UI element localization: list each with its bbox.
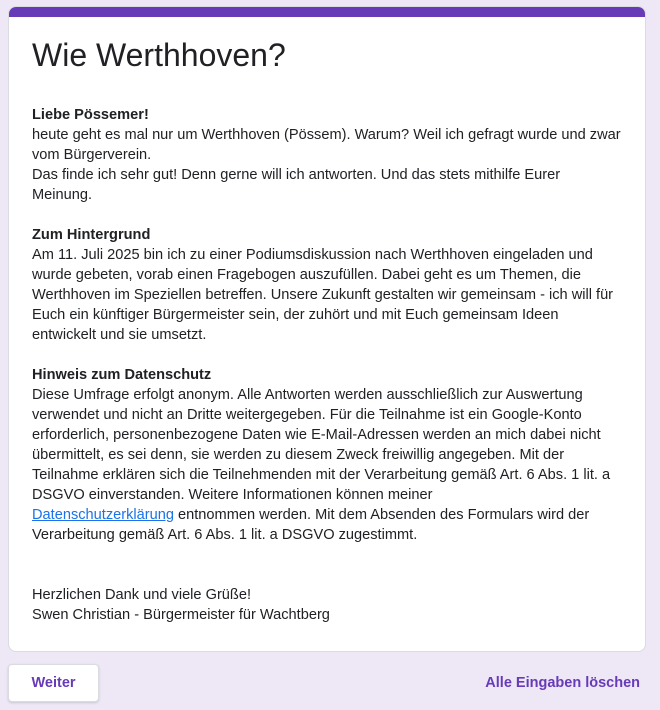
form-title: Wie Werthhoven? — [32, 37, 286, 73]
privacy-line: Diese Umfrage erfolgt anonym. Alle Antworten werden ausschließlich zur Auswertung — [32, 387, 583, 403]
card-accent-bar — [9, 7, 645, 17]
intro-line: vom Bürgerverein. — [32, 147, 152, 163]
form-header-card — [8, 6, 646, 652]
background-heading: Zum Hintergrund — [32, 227, 151, 243]
privacy-line: Teilnahme erklären sich die Teilnehmenden mit der Verarbeitung gemäß Art. 6 Abs. 1 lit. a — [32, 467, 611, 483]
privacy-line: verwendet und nicht an Dritte weitergegeben. Für die Teilnahme ist ein Google-Konto — [32, 407, 582, 423]
spacer — [32, 345, 627, 365]
background-line: Werthhoven im Speziellen betreffen. Unsere Zukunft gestalten wir gemeinsam - ich will für — [32, 287, 614, 303]
closing-text: Herzlichen Dank und viele Grüße! — [32, 587, 252, 603]
privacy-heading: Hinweis zum Datenschutz — [32, 367, 212, 383]
privacy-line: übermittelt, es sei denn, sie werden zu diesem Zweck freiwillig angegeben. Mit der — [32, 447, 565, 463]
form-description — [32, 105, 627, 625]
greeting-heading: Liebe Pössemer! — [32, 107, 149, 123]
form-footer — [0, 664, 660, 704]
privacy-line: Verarbeitung gemäß Art. 6 Abs. 1 lit. a DSGVO zugestimmt. — [32, 527, 418, 543]
next-button[interactable]: Weiter — [8, 664, 99, 702]
signature-text: Swen Christian - Bürgermeister für Wachtberg — [32, 607, 330, 623]
privacy-policy-link[interactable]: Datenschutzerklärung — [32, 507, 174, 523]
card-content — [32, 35, 627, 625]
background-line: wurde gebeten, vorab einen Fragebogen auszufüllen. Dabei geht es um Themen, die — [32, 267, 581, 283]
background-line: Am 11. Juli 2025 bin ich zu einer Podiumsdiskussion nach Werthhoven eingeladen und — [32, 247, 593, 263]
intro-line: heute geht es mal nur um Werthhoven (Pössem). Warum? Weil ich gefragt wurde und zwar — [32, 127, 621, 143]
privacy-line: DSGVO einverstanden. Weitere Informationen können meiner — [32, 487, 433, 503]
privacy-line-rest: entnommen werden. Mit dem Absenden des Formulars wird der — [173, 507, 590, 523]
intro-line: Das finde ich sehr gut! Denn gerne will ich antworten. Und das stets mithilfe Eurer — [32, 167, 561, 183]
background-line: entwickelt und sie umsetzt. — [32, 327, 207, 343]
spacer — [32, 205, 627, 225]
intro-line: Meinung. — [32, 187, 93, 203]
spacer — [32, 545, 627, 585]
clear-form-button[interactable]: Alle Eingaben löschen — [485, 675, 640, 691]
background-line: Euch ein künftiger Bürgermeister sein, der zuhört und mit Euch gemeinsam Ideen — [32, 307, 559, 323]
privacy-line: erforderlich, personenbezogene Daten wie E-Mail-Adressen werden an mich dabei nicht — [32, 427, 601, 443]
privacy-line-with-link — [32, 505, 627, 525]
